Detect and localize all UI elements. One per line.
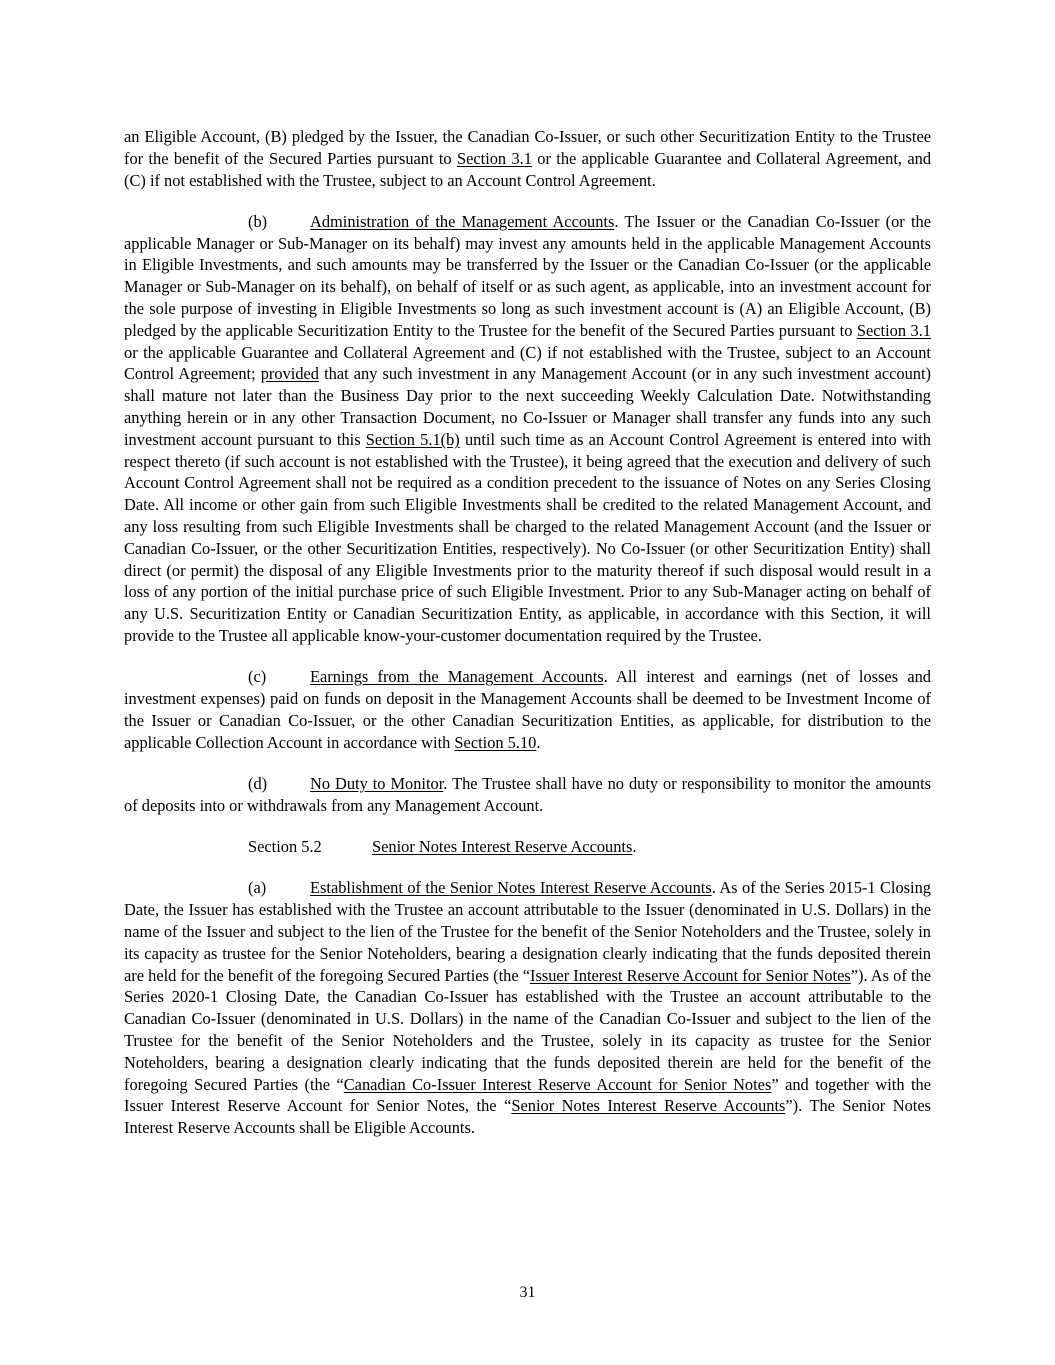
paragraph-b: (b) Administration of the Management Accounts. The Issuer or the Canadian Co-Issuer (or the applicable Manager or Sub-Manager on its behalf) may invest any amounts held in the applicable Management Accounts in Eligible Investments, and such amounts may be transferred by the Issuer or the Canadian Co-Issuer (or the applicable Manager or Sub-Manager on its behalf), on behalf of itself or as such agent, as applicable, into an investment account for the sole purpose of investing in Eligible Investments so long as such investment account is (A) an Eligible Account, (B) pledged by the applicable Securitization Entity to the Trustee for the benefit of the Secured Parties pursuant to Section 3.1 or the applicable Guarantee and Collateral Agreement and (C) if not established with the Trustee, subject to an Account Control Agreement; provided that any such investment in any Management Account (or in any such investment account) shall mature not later than the Business Day prior to the next succeeding Weekly Calculation Date. Notwithstanding anything herein or in any other Transaction Document, no Co-Issuer or Manager shall transfer any funds into any such investment account pursuant to this Section 5.1(b) until such time as an Account Control Agreement is entered into with respect thereto (if such account is not established with the Trustee), it being agreed that the execution and delivery of such Account Control Agreement shall not be required as a condition precedent to the issuance of Notes on any Series Closing Date. All income or other gain from such Eligible Investments shall be credited to the related Management Account, and any loss resulting from such Eligible Investments shall be charged to the related Management Account (and the Issuer or Canadian Co-Issuer, or the other Securitization Entities, respectively). No Co-Issuer (or other Securitization Entity) shall direct (or permit) the disposal of any Eligible Investments prior to the maturity thereof if such disposal would result in a loss of any portion of the initial purchase price of such Eligible Investment. Prior to any Sub-Manager acting on behalf of any U.S. Securitization Entity or Canadian Securitization Entity, as applicable, in accordance with this Section, it will provide to the Trustee all applicable know-your-customer documentation required by the Trustee. bbox=[124, 211, 931, 646]
paragraph-label: (a) bbox=[248, 878, 267, 898]
paragraph-continuation: an Eligible Account, (B) pledged by the Issuer, the Canadian Co-Issuer, or such other Securitization Entity to the Trustee for the benefit of the Secured Parties pursuant to Section 3.1 or the applicable Guarantee and Collateral Agreement, and (C) if not established with the Trustee, subject to an Account Control Agreement. bbox=[124, 127, 932, 190]
paragraph-heading: Earnings from the Management Accounts bbox=[310, 667, 604, 687]
paragraph-label: (d) bbox=[248, 774, 268, 794]
section-reference: Section 3.1 bbox=[456, 148, 532, 168]
defined-term: Senior Notes Interest Reserve Accounts bbox=[511, 1096, 786, 1116]
section-label: Section 5.2 bbox=[248, 837, 322, 857]
paragraph-label: (b) bbox=[248, 211, 268, 231]
paragraph-heading: Establishment of the Senior Notes Interest Reserve Accounts bbox=[310, 878, 712, 898]
paragraph-label: (c) bbox=[248, 667, 267, 687]
section-reference: Section 5.10 bbox=[454, 732, 537, 752]
section-reference: Section 5.1(b) bbox=[365, 429, 460, 449]
defined-term: Canadian Co-Issuer Interest Reserve Account for Senior Notes bbox=[343, 1074, 772, 1094]
paragraph-c: (c) Earnings from the Management Accounts. All interest and earnings (net of losses and investment expenses) paid on funds on deposit in the Management Accounts shall be deemed to be Investment Income of the Issuer or Canadian Co-Issuer, or the other Canadian Securitization Entities, as applicable, for distribution to the applicable Collection Account in accordance with Section 5.10. bbox=[124, 667, 931, 752]
paragraph-a: (a) Establishment of the Senior Notes Interest Reserve Accounts. As of the Series 2015-1 Closing Date, the Issuer has established with the Trustee an account attributable to the Issuer (denominated in U.S. Dollars) in the name of the Issuer and subject to the lien of the Trustee for the benefit of the Senior Noteholders and the Trustee, solely in its capacity as trustee for the Senior Noteholders, bearing a designation clearly indicating that the funds deposited therein are held for the benefit of the foregoing Secured Parties (the “Issuer Interest Reserve Account for Senior Notes”). As of the Series 2020-1 Closing Date, the Canadian Co-Issuer has established with the Trustee an account attributable to the Canadian Co-Issuer (denominated in U.S. Dollars) in the name of the Canadian Co-Issuer and subject to the lien of the Trustee for the benefit of the Senior Noteholders and the Trustee, solely in its capacity as trustee for the Senior Noteholders, bearing a designation clearly indicating that the funds deposited therein are held for the benefit of the foregoing Secured Parties (the “Canadian Co-Issuer Interest Reserve Account for Senior Notes” and together with the Issuer Interest Reserve Account for Senior Notes, the “Senior Notes Interest Reserve Accounts”). The Senior Notes Interest Reserve Accounts shall be Eligible Accounts. bbox=[124, 878, 932, 1138]
paragraph-heading: Administration of the Management Accounts bbox=[310, 211, 615, 231]
section-reference: Section 3.1 bbox=[856, 320, 931, 340]
paragraph-d: (d) No Duty to Monitor. The Trustee shall have no duty or responsibility to monitor the amounts of deposits into or withdrawals from any Management Account. bbox=[124, 774, 931, 815]
page-number: 31 bbox=[519, 1284, 536, 1301]
defined-term: Issuer Interest Reserve Account for Senior Notes bbox=[530, 965, 851, 985]
paragraph-heading: No Duty to Monitor bbox=[310, 774, 444, 794]
section-title: Senior Notes Interest Reserve Accounts bbox=[372, 837, 633, 857]
provided-term: provided bbox=[260, 364, 319, 384]
section-heading: Section 5.2 Senior Notes Interest Reserve Accounts. bbox=[248, 837, 637, 857]
document-page bbox=[124, 126, 931, 1158]
